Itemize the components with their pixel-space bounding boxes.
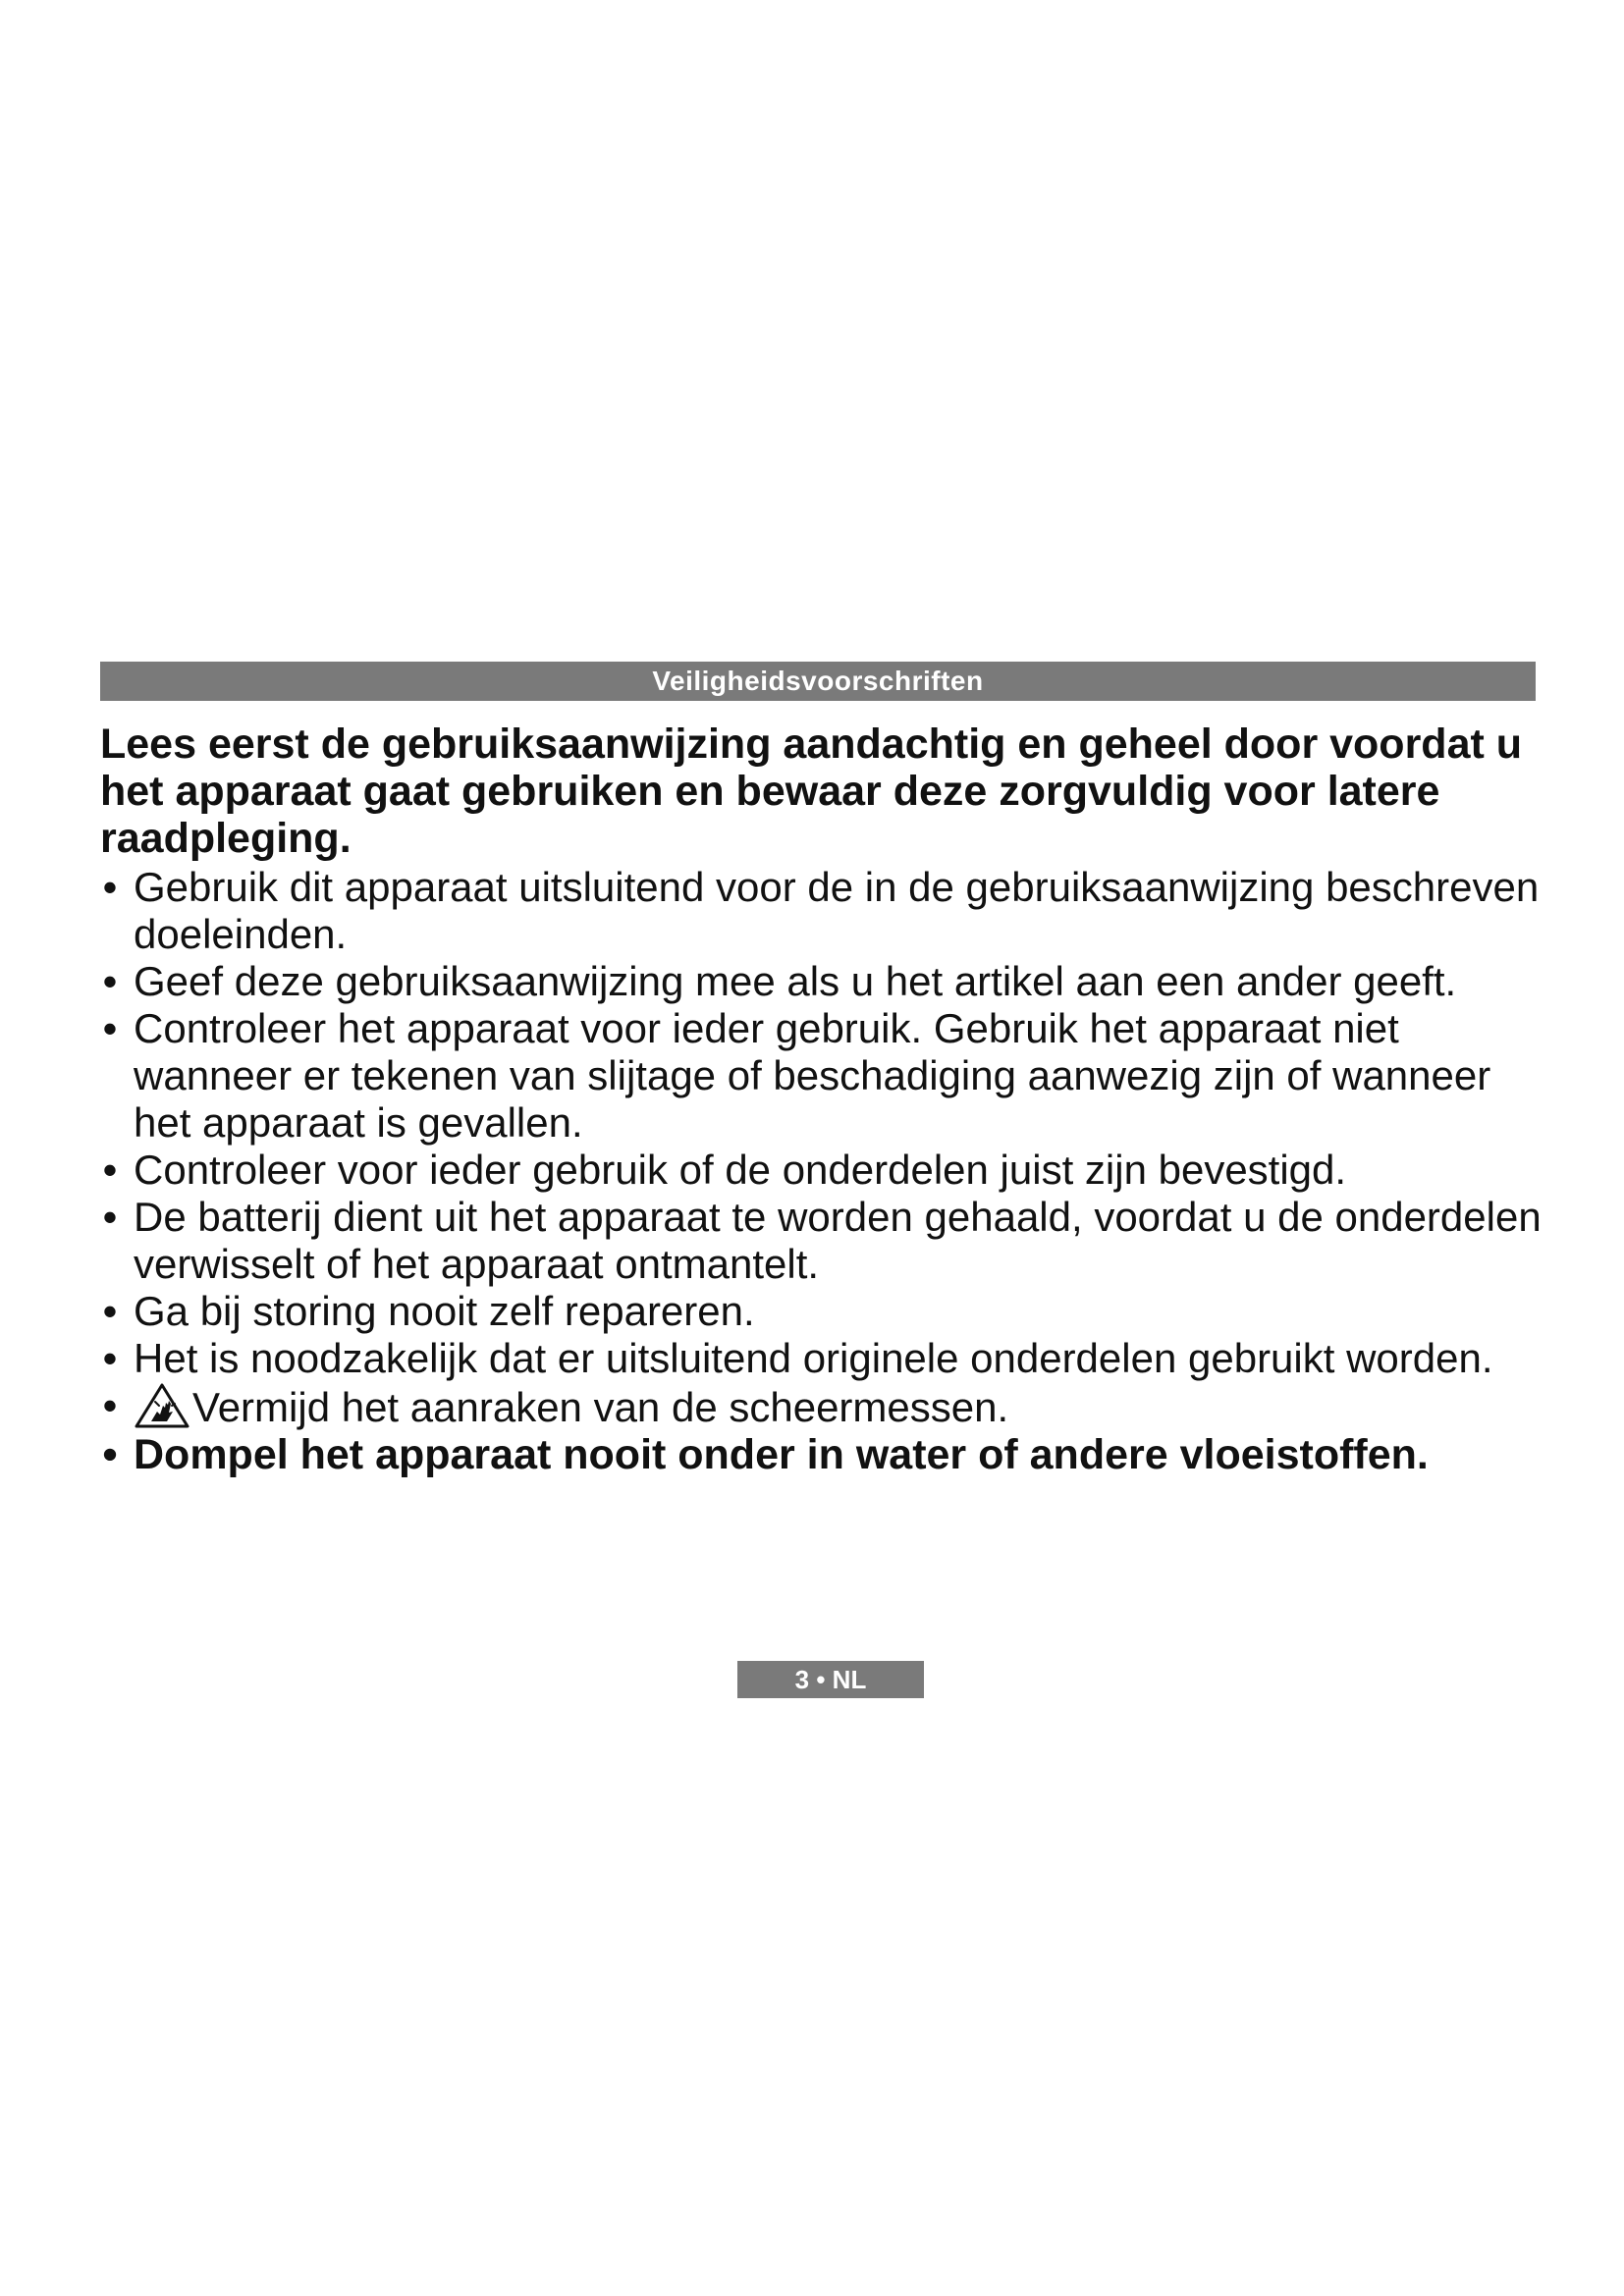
bullet: • [102, 1005, 118, 1051]
bullet: • [102, 958, 118, 1004]
rule-text: Vermijd het aanraken van de scheermessen. [192, 1384, 1009, 1430]
rule-text: Het is noodzakelijk dat er uitsluitend originele onderdelen gebruikt worden. [134, 1335, 1493, 1381]
bullet: • [102, 1194, 118, 1240]
bullet: • [102, 1335, 118, 1381]
list-item [100, 958, 1543, 1005]
safety-content [100, 721, 1543, 1478]
warning-triangle-hand-icon [134, 1382, 190, 1429]
rule-text: De batterij dient uit het apparaat te worden gehaald, voordat u de onderdelen verwisselt of het apparaat ontmantelt. [134, 1194, 1542, 1287]
list-item [100, 864, 1543, 958]
rule-text: Gebruik dit apparaat uitsluitend voor de in de gebruiksaanwijzing beschreven doeleinden. [134, 864, 1540, 957]
list-item [100, 1194, 1543, 1288]
list-item [100, 1335, 1543, 1382]
bullet: • [102, 1431, 118, 1478]
rule-text: Ga bij storing nooit zelf repareren. [134, 1288, 755, 1334]
page-number: 3 • NL [737, 1661, 924, 1698]
list-item [100, 1147, 1543, 1194]
bullet: • [102, 1382, 118, 1428]
list-item [100, 1005, 1543, 1147]
bullet: • [102, 1288, 118, 1334]
list-item [100, 1382, 1543, 1431]
section-header: Veiligheidsvoorschriften [100, 662, 1536, 701]
rule-text: Dompel het apparaat nooit onder in water of andere vloeistoffen. [134, 1431, 1429, 1478]
bullet: • [102, 1147, 118, 1193]
rule-text: Controleer voor ieder gebruik of de onderdelen juist zijn bevestigd. [134, 1147, 1347, 1193]
rule-text: Controleer het apparaat voor ieder gebruik. Gebruik het apparaat niet wanneer er tekenen van slijtage of beschadiging aanwezig zijn of wanneer het apparaat is gevallen. [134, 1005, 1491, 1146]
rule-text: Geef deze gebruiksaanwijzing mee als u het artikel aan een ander geeft. [134, 958, 1457, 1004]
bullet: • [102, 864, 118, 910]
safety-rules-list [100, 864, 1543, 1478]
intro-text: Lees eerst de gebruiksaanwijzing aandachtig en geheel door voordat u het apparaat gaat gebruiken en bewaar deze zorgvuldig voor latere raadpleging. [100, 721, 1523, 862]
list-item [100, 1288, 1543, 1335]
list-item [100, 1431, 1543, 1478]
